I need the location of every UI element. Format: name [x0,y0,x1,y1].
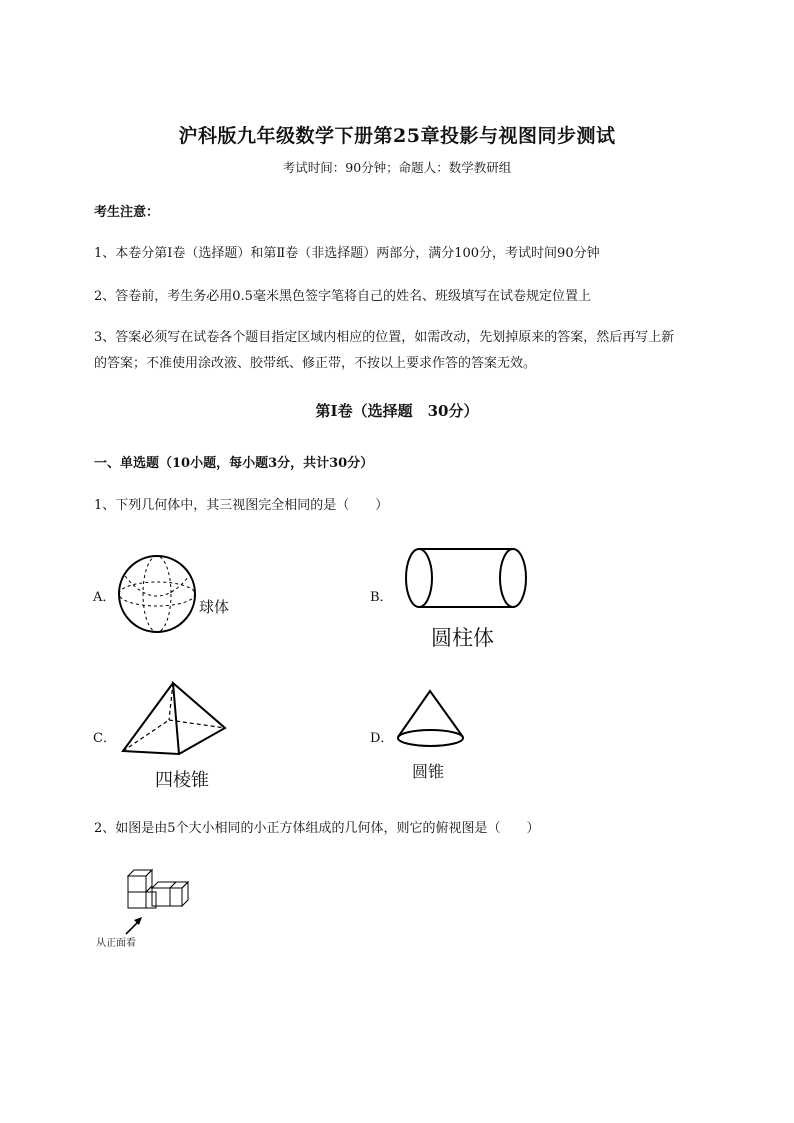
section-title: 第I卷（选择题 30分） [315,402,479,420]
notes-heading: 考生注意： [94,205,160,220]
question-2-stem: 2、如图是由5个大小相同的小正方体组成的几何体，则它的俯视图是（ ） [94,821,540,836]
option-b-letter[interactable]: B． [370,590,393,605]
cylinder-figure [404,547,530,611]
question-1-stem: 1、下列几何体中，其三视图完全相同的是（ ） [94,498,389,513]
cone-figure [395,689,467,751]
part-title: 一、单选题（10小题，每小题3分，共计30分） [94,456,374,471]
option-c-caption: 四棱锥 [155,770,209,791]
option-d-caption: 圆锥 [412,762,445,781]
note-item-1: 1、本卷分第I卷（选择题）和第Ⅱ卷（非选择题）两部分，满分100分，考试时间90分钟 [94,246,600,261]
option-c-letter[interactable]: C． [93,731,116,746]
exam-info: 考试时间：90分钟；命题人：数学教研组 [282,160,512,175]
cube-stack-figure [124,866,192,916]
note-item-3: 3、答案必须写在试卷各个题目指定区域内相应的位置，如需改动，先划掉原来的答案，然后再写上新 [94,330,675,345]
note-item-3-continued: 的答案；不准使用涂改液、胶带纸、修正带，不按以上要求作答的答案无效。 [94,356,537,371]
figure-caption-front-view: 从正面看 [96,938,136,949]
page-title: 沪科版九年级数学下册第25章投影与视图同步测试 [178,125,616,147]
pyramid-figure [119,681,229,757]
option-b-caption: 圆柱体 [431,626,494,650]
note-item-2: 2、答卷前，考生务必用0.5毫米黑色签字笔将自己的姓名、班级填写在试卷规定位置上 [94,289,591,304]
option-a-letter[interactable]: A． [93,590,116,605]
sphere-figure [117,554,201,634]
option-a-caption: 球体 [199,598,230,616]
option-d-letter[interactable]: D． [370,731,394,746]
